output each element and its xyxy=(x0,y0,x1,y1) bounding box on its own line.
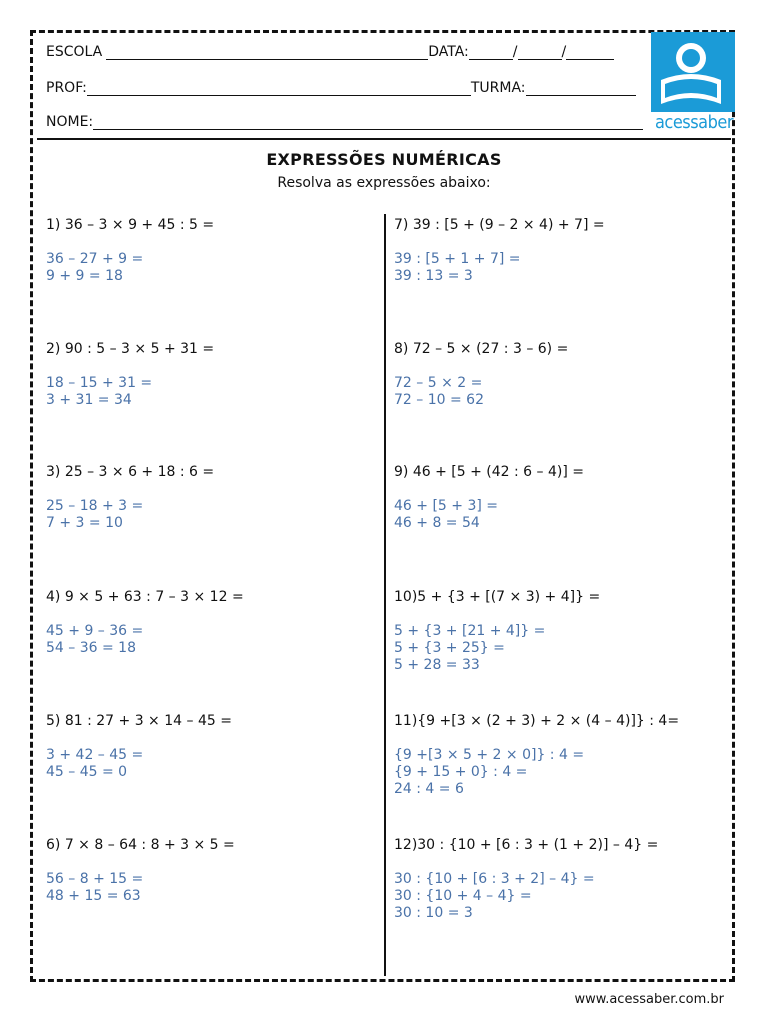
problem-10 xyxy=(394,588,600,674)
solution-step: 46 + [5 + 3] = xyxy=(394,498,498,514)
solution-step: 3 + 42 – 45 = xyxy=(46,747,144,763)
solution-step: 72 – 10 = 62 xyxy=(394,392,484,408)
solution-step: 7 + 3 = 10 xyxy=(46,515,123,531)
name-field[interactable] xyxy=(93,115,643,130)
problem-question: 2) 90 : 5 – 3 × 5 + 31 = xyxy=(46,341,215,357)
solution-step: 54 – 36 = 18 xyxy=(46,640,136,656)
problem-12 xyxy=(394,836,658,922)
solution-step: 24 : 4 = 6 xyxy=(394,781,464,797)
problem-4 xyxy=(46,588,244,657)
date-day-field[interactable] xyxy=(469,45,513,60)
problem-1 xyxy=(46,216,214,285)
problem-8 xyxy=(394,340,568,409)
solution-step: 5 + {3 + [21 + 4]} = xyxy=(394,623,546,639)
problem-question: 4) 9 × 5 + 63 : 7 – 3 × 12 = xyxy=(46,589,244,605)
solution-step: {9 +[3 × 5 + 2 × 0]} : 4 = xyxy=(394,747,585,763)
solution-step: 45 – 45 = 0 xyxy=(46,764,128,780)
solution-step: 30 : 10 = 3 xyxy=(394,905,473,921)
logo-wordmark: acessaber xyxy=(655,112,733,133)
footer-url[interactable]: www.acessaber.com.br xyxy=(574,992,724,1007)
solution-step: 39 : [5 + 1 + 7] = xyxy=(394,251,521,267)
problem-9 xyxy=(394,463,584,532)
school-label: ESCOLA xyxy=(46,44,103,60)
problem-question: 11){9 +[3 × (2 + 3) + 2 × (4 – 4)]} : 4= xyxy=(394,713,680,729)
solution-step: 5 + {3 + 25} = xyxy=(394,640,505,656)
problem-question: 10)5 + {3 + [(7 × 3) + 4]} = xyxy=(394,589,601,605)
problem-5 xyxy=(46,712,232,781)
problem-question: 7) 39 : [5 + (9 – 2 × 4) + 7] = xyxy=(394,217,605,233)
problem-question: 6) 7 × 8 – 64 : 8 + 3 × 5 = xyxy=(46,837,235,853)
teacher-row xyxy=(46,80,636,96)
solution-step: 36 – 27 + 9 = xyxy=(46,251,144,267)
problem-6 xyxy=(46,836,235,905)
solution-step: 3 + 31 = 34 xyxy=(46,392,132,408)
problem-question: 1) 36 – 3 × 9 + 45 : 5 = xyxy=(46,217,215,233)
problem-question: 9) 46 + [5 + (42 : 6 – 4)] = xyxy=(394,464,584,480)
solution-step: 56 – 8 + 15 = xyxy=(46,871,144,887)
solution-step: 30 : {10 + 4 – 4} = xyxy=(394,888,532,904)
problem-11 xyxy=(394,712,679,798)
school-row xyxy=(46,44,614,60)
solution-step: 5 + 28 = 33 xyxy=(394,657,480,673)
date-month-field[interactable] xyxy=(518,45,562,60)
date-slash: / xyxy=(561,44,567,60)
teacher-field[interactable] xyxy=(87,81,471,96)
problem-question: 12)30 : {10 + [6 : 3 + (1 + 2)] – 4} = xyxy=(394,837,659,853)
header-divider xyxy=(37,138,731,140)
solution-step: 45 + 9 – 36 = xyxy=(46,623,144,639)
date-year-field[interactable] xyxy=(566,45,614,60)
problem-question: 3) 25 – 3 × 6 + 18 : 6 = xyxy=(46,464,215,480)
page-subtitle: Resolva as expressões abaixo: xyxy=(277,175,491,191)
problem-2 xyxy=(46,340,214,409)
problem-question: 8) 72 – 5 × (27 : 3 – 6) = xyxy=(394,341,569,357)
column-divider xyxy=(384,214,386,976)
solution-step: {9 + 15 + 0} : 4 = xyxy=(394,764,528,780)
date-label: DATA: xyxy=(428,44,469,60)
problem-question: 5) 81 : 27 + 3 × 14 – 45 = xyxy=(46,713,232,729)
class-field[interactable] xyxy=(526,81,636,96)
name-label: NOME: xyxy=(46,114,94,130)
solution-step: 18 – 15 + 31 = xyxy=(46,375,153,391)
date-slash: / xyxy=(512,44,518,60)
school-field[interactable] xyxy=(106,45,428,60)
teacher-label: PROF: xyxy=(46,80,87,96)
name-row xyxy=(46,114,643,130)
problem-7 xyxy=(394,216,605,285)
solution-step: 30 : {10 + [6 : 3 + 2] – 4} = xyxy=(394,871,595,887)
solution-step: 39 : 13 = 3 xyxy=(394,268,473,284)
solution-step: 46 + 8 = 54 xyxy=(394,515,480,531)
class-label: TURMA: xyxy=(470,80,526,96)
solution-step: 48 + 15 = 63 xyxy=(46,888,141,904)
solution-step: 25 – 18 + 3 = xyxy=(46,498,144,514)
problem-3 xyxy=(46,463,214,532)
solution-step: 72 – 5 × 2 = xyxy=(394,375,483,391)
solution-step: 9 + 9 = 18 xyxy=(46,268,123,284)
page-title: EXPRESSÕES NUMÉRICAS xyxy=(266,150,502,169)
